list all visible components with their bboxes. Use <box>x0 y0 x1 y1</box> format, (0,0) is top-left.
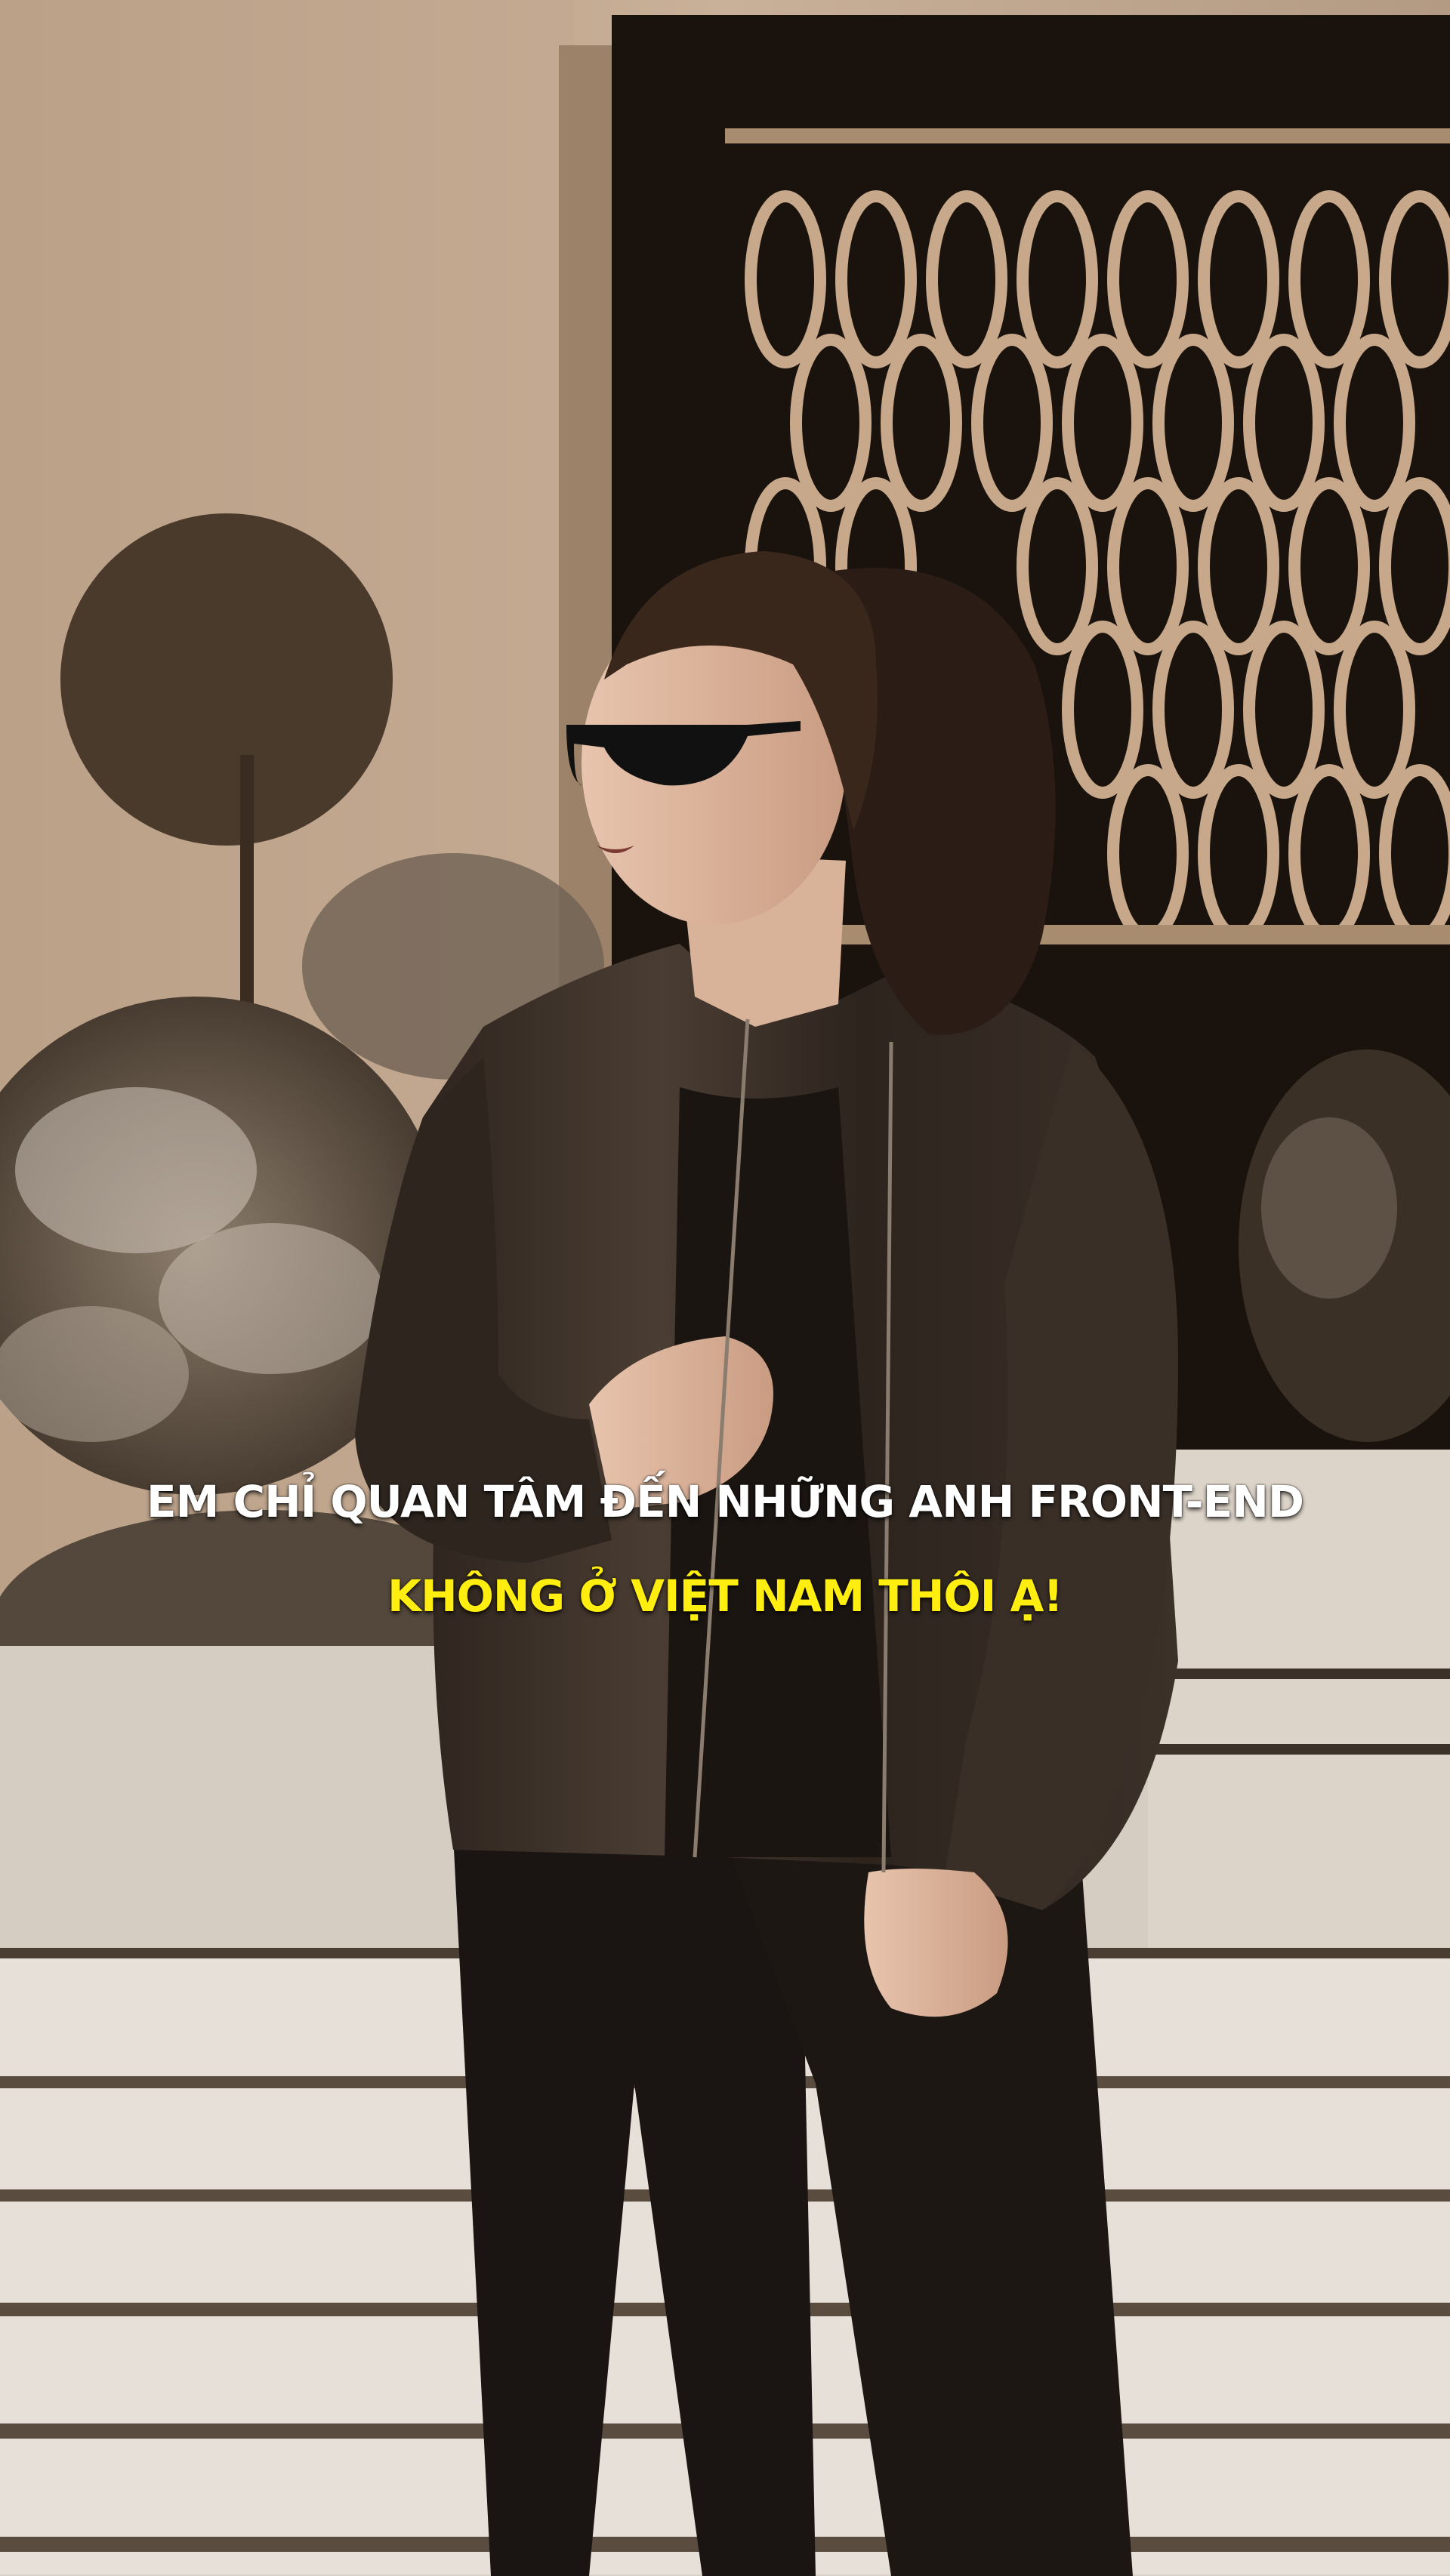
caption-line-2: KHÔNG Ở VIỆT NAM THÔI Ạ! <box>387 1570 1063 1622</box>
caption-line-1: EM CHỈ QUAN TÂM ĐẾN NHỮNG ANH FRONT-END <box>146 1476 1304 1527</box>
